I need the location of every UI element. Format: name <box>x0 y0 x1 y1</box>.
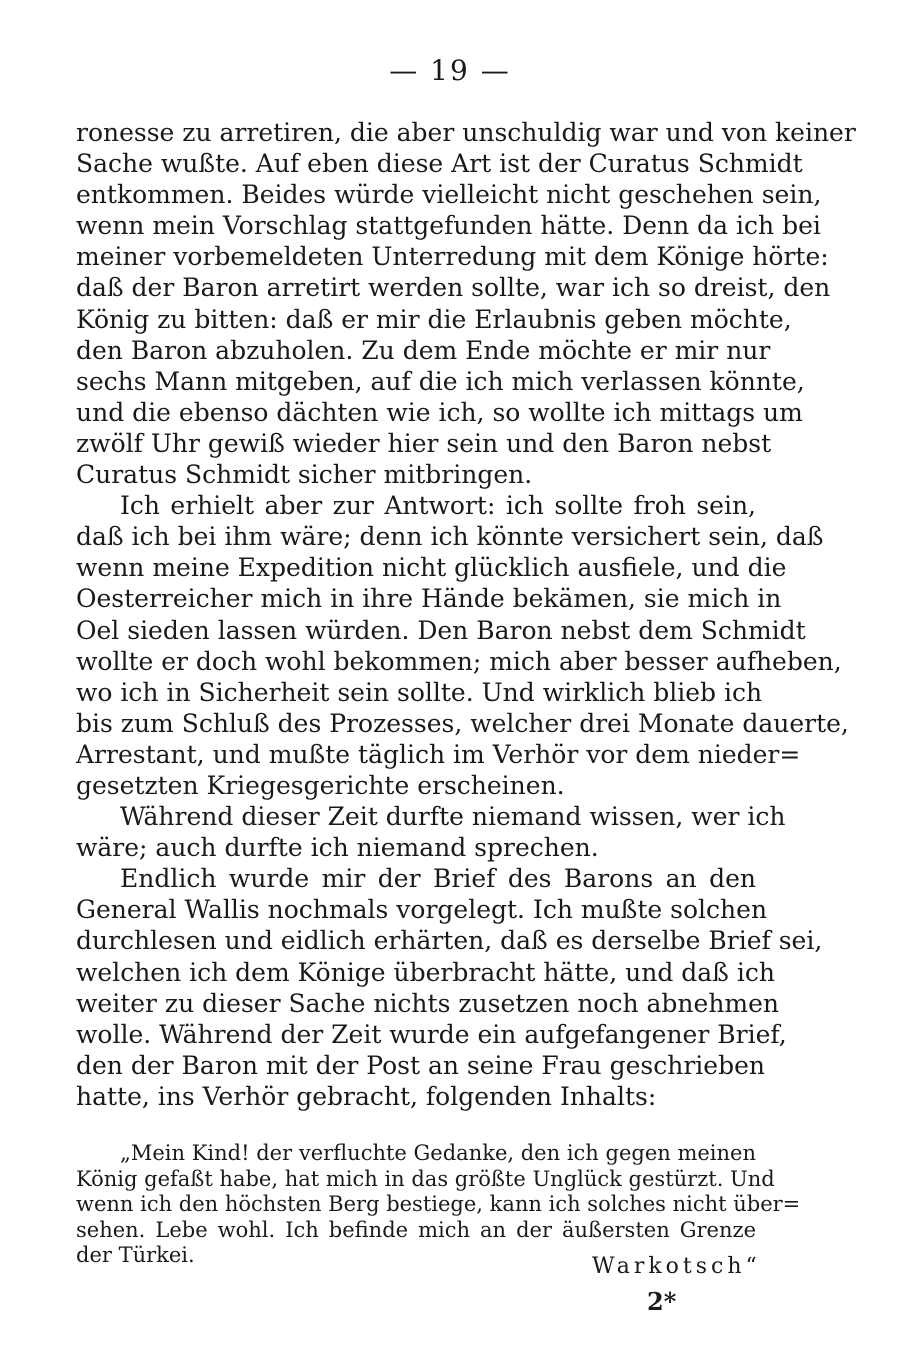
text-line: Oesterreicher mich in ihre Hände bekämen, sie mich in <box>76 584 782 614</box>
text-line: Sache wußte. Auf eben diese Art ist der Curatus Schmidt <box>76 149 803 179</box>
text-line: Während dieser Zeit durfte niemand wissen, wer ich <box>120 802 786 832</box>
text-line: Oel sieden lassen würden. Den Baron nebst dem Schmidt <box>76 615 806 645</box>
text-line: daß ich bei ihm wäre; denn ich könnte versichert sein, daß <box>76 522 824 552</box>
text-line: welchen ich dem Könige überbracht hätte, und daß ich <box>76 957 775 987</box>
text-line: Arrestant, und mußte täglich im Verhör vor dem nieder= <box>76 739 801 769</box>
text-line: zwölf Uhr gewiß wieder hier sein und den Baron nebst <box>76 428 772 458</box>
sheet-signature-mark: 2* <box>647 1287 677 1316</box>
text-line: wolle. Während der Zeit wurde ein aufgefangener Brief, <box>76 1019 787 1049</box>
text-line: wäre; auch durfte ich niemand sprechen. <box>76 833 599 863</box>
text-line: König zu bitten: daß er mir die Erlaubnis geben möchte, <box>76 304 792 334</box>
text-line: und die ebenso dächten wie ich, so wollte ich mittags um <box>76 397 803 427</box>
text-line: weiter zu dieser Sache nichts zusetzen noch abnehmen <box>76 988 780 1018</box>
text-line: General Wallis nochmals vorgelegt. Ich mußte solchen <box>76 895 768 925</box>
text-line: entkommen. Beides würde vielleicht nicht geschehen sein, <box>76 180 822 210</box>
text-line: daß der Baron arretirt werden sollte, war ich so dreist, den <box>76 273 831 303</box>
text-line: ronesse zu arretiren, die aber unschuldig war und von keiner <box>76 118 856 147</box>
text-line: wenn meine Expedition nicht glücklich ausfiele, und die <box>76 553 787 583</box>
text-line: gesetzten Kriegesgerichte erscheinen. <box>76 770 565 800</box>
text-line: Endlich wurde mir der Brief des Barons an den <box>120 864 756 894</box>
letter-signature: Warkotsch“ <box>592 1254 761 1279</box>
text-line: den Baron abzuholen. Zu dem Ende möchte er mir nur <box>76 335 771 365</box>
text-line: Curatus Schmidt sicher mitbringen. <box>76 460 533 490</box>
page-number-header: — 19 — <box>389 54 511 87</box>
quote-line: sehen. Lebe wohl. Ich befinde mich an der äußersten Grenze <box>76 1217 756 1242</box>
text-line: meiner vorbemeldeten Unterredung mit dem Könige hörte: <box>76 242 829 272</box>
text-line: durchlesen und eidlich erhärten, daß es derselbe Brief sei, <box>76 926 823 956</box>
quoted-letter <box>76 1141 801 1269</box>
text-line: wenn mein Vorschlag stattgefunden hätte. Denn da ich bei <box>76 211 821 241</box>
body-text <box>76 117 856 1112</box>
text-line: den der Baron mit der Post an seine Frau geschrieben <box>76 1050 765 1080</box>
quote-line: wenn ich den höchsten Berg bestiege, kann ich solches nicht über= <box>76 1192 801 1217</box>
quote-line: der Türkei. <box>76 1243 195 1268</box>
text-line: bis zum Schluß des Prozesses, welcher drei Monate dauerte, <box>76 708 849 738</box>
text-line: hatte, ins Verhör gebracht, folgenden Inhalts: <box>76 1081 657 1111</box>
quote-line: König gefaßt habe, hat mich in das größte Unglück gestürzt. Und <box>76 1166 775 1191</box>
text-line: sechs Mann mitgeben, auf die ich mich verlassen könnte, <box>76 366 805 396</box>
quote-line: „Mein Kind! der verfluchte Gedanke, den ich gegen meinen <box>120 1141 756 1165</box>
text-line: Ich erhielt aber zur Antwort: ich sollte froh sein, <box>120 491 756 521</box>
text-line: wollte er doch wohl bekommen; mich aber besser aufheben, <box>76 646 842 676</box>
text-line: wo ich in Sicherheit sein sollte. Und wirklich blieb ich <box>76 677 763 707</box>
